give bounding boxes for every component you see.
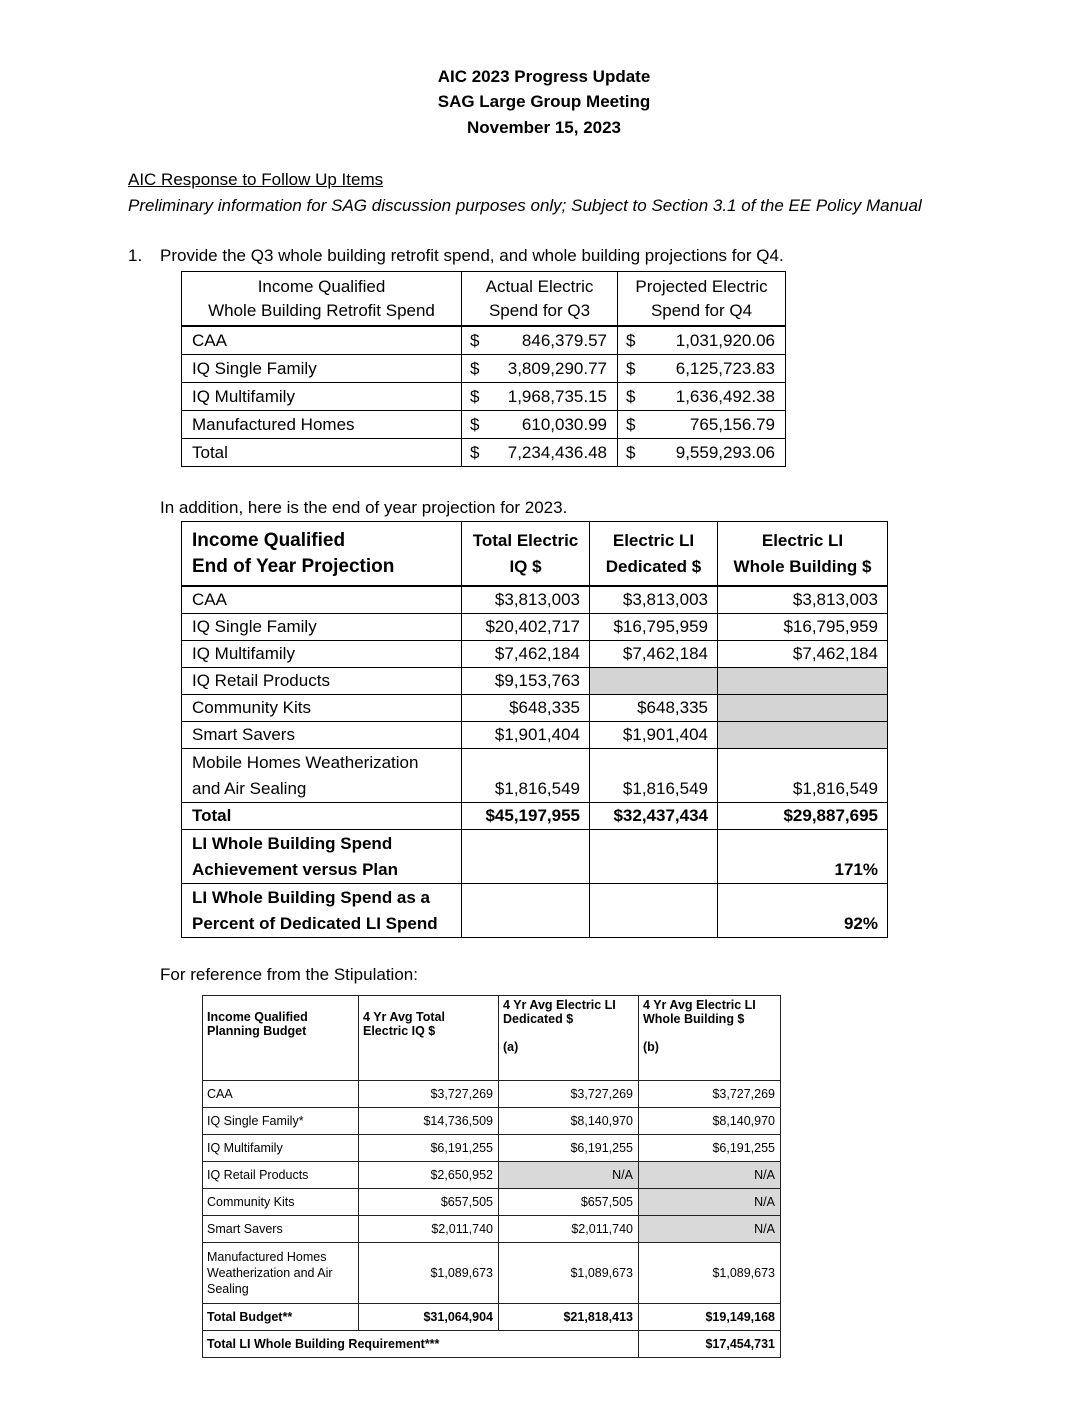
table-total-row: Total $45,197,955 $32,437,434 $29,887,695 — [182, 803, 888, 830]
table-total-row: Total $ 7,234,436.48 $ 9,559,293.06 — [182, 439, 786, 467]
end-of-year-projection-table — [181, 521, 888, 938]
table-row: IQ Multifamily $6,191,255 $6,191,255 $6,191,255 — [203, 1135, 781, 1162]
shaded-cell — [590, 668, 718, 695]
table-row: IQ Single Family* $14,736,509 $8,140,970 $8,140,970 — [203, 1108, 781, 1135]
stipulation-budget-table — [202, 995, 781, 1358]
requirement-row: Total LI Whole Building Requirement*** $17,454,731 — [203, 1331, 781, 1358]
table-row: IQ Multifamily $ 1,968,735.15 $ 1,636,492.38 — [182, 383, 786, 411]
shaded-cell — [718, 695, 888, 722]
total-budget-row: Total Budget** $31,064,904 $21,818,413 $19,149,168 — [203, 1304, 781, 1331]
table-row: IQ Retail Products $2,650,952 N/A N/A — [203, 1162, 781, 1189]
header-income-qualified: Income Qualified End of Year Projection — [182, 522, 462, 587]
table-header-row — [203, 996, 781, 1081]
table-row: Manufactured Homes $ 610,030.99 $ 765,156.79 — [182, 411, 786, 439]
table-row: Mobile Homes Weatherization and Air Sealing $1,816,549 $1,816,549 $1,816,549 — [182, 749, 888, 803]
table-row: Smart Savers $2,011,740 $2,011,740 N/A — [203, 1216, 781, 1243]
q3-q4-spend-table — [181, 271, 786, 467]
table-header-row — [182, 522, 888, 587]
table-row: CAA $3,813,003 $3,813,003 $3,813,003 — [182, 586, 888, 614]
response-heading: AIC Response to Follow Up Items — [128, 170, 384, 189]
shaded-cell — [718, 722, 888, 749]
achievement-row: LI Whole Building Spend Achievement versus Plan 171% — [182, 830, 888, 884]
header-avg-total: 4 Yr Avg Total Electric IQ $ — [359, 996, 499, 1081]
header-avg-whole: 4 Yr Avg Electric LI Whole Building $ (b) — [639, 996, 781, 1081]
header-planning-budget: Income Qualified Planning Budget — [203, 996, 359, 1081]
table-row: IQ Multifamily $7,462,184 $7,462,184 $7,462,184 — [182, 641, 888, 668]
table-row: Community Kits $657,505 $657,505 N/A — [203, 1189, 781, 1216]
percent-row: LI Whole Building Spend as a Percent of Dedicated LI Spend 92% — [182, 884, 888, 938]
addition-text: In addition, here is the end of year projection for 2023. — [160, 498, 568, 517]
table-row: IQ Single Family $ 3,809,290.77 $ 6,125,723.83 — [182, 355, 786, 383]
document-title: AIC 2023 Progress Update — [437, 67, 651, 86]
header-avg-dedicated: 4 Yr Avg Electric LI Dedicated $ (a) — [499, 996, 639, 1081]
table-row: Community Kits $648,335 $648,335 — [182, 695, 888, 722]
reference-text: For reference from the Stipulation: — [160, 965, 418, 984]
table-row: Smart Savers $1,901,404 $1,901,404 — [182, 722, 888, 749]
table-row: IQ Single Family $20,402,717 $16,795,959 $16,795,959 — [182, 614, 888, 641]
table-header-row — [182, 272, 786, 327]
disclaimer: Preliminary information for SAG discussion purposes only; Subject to Section 3.1 of the EE Policy Manual — [128, 196, 922, 215]
table-row: CAA $3,727,269 $3,727,269 $3,727,269 — [203, 1081, 781, 1108]
header-dedicated: Electric LI Dedicated $ — [590, 522, 718, 587]
table-row: Manufactured Homes Weatherization and Air Sealing $1,089,673 $1,089,673 $1,089,673 — [203, 1243, 781, 1304]
header-income-qualified: Income Qualified Whole Building Retrofit Spend — [182, 272, 462, 327]
table-row: CAA $ 846,379.57 $ 1,031,920.06 — [182, 326, 786, 355]
header-actual-q3: Actual Electric Spend for Q3 — [462, 272, 618, 327]
shaded-cell — [718, 668, 888, 695]
meeting-date: November 15, 2023 — [466, 118, 622, 137]
meeting-name: SAG Large Group Meeting — [437, 92, 651, 111]
table-row: IQ Retail Products $9,153,763 — [182, 668, 888, 695]
item-number: 1. — [128, 246, 143, 265]
item-question: Provide the Q3 whole building retrofit spend, and whole building projections for Q4. — [160, 246, 784, 265]
header-projected-q4: Projected Electric Spend for Q4 — [618, 272, 786, 327]
header-whole-building: Electric LI Whole Building $ — [718, 522, 888, 587]
header-total-electric: Total Electric IQ $ — [462, 522, 590, 587]
